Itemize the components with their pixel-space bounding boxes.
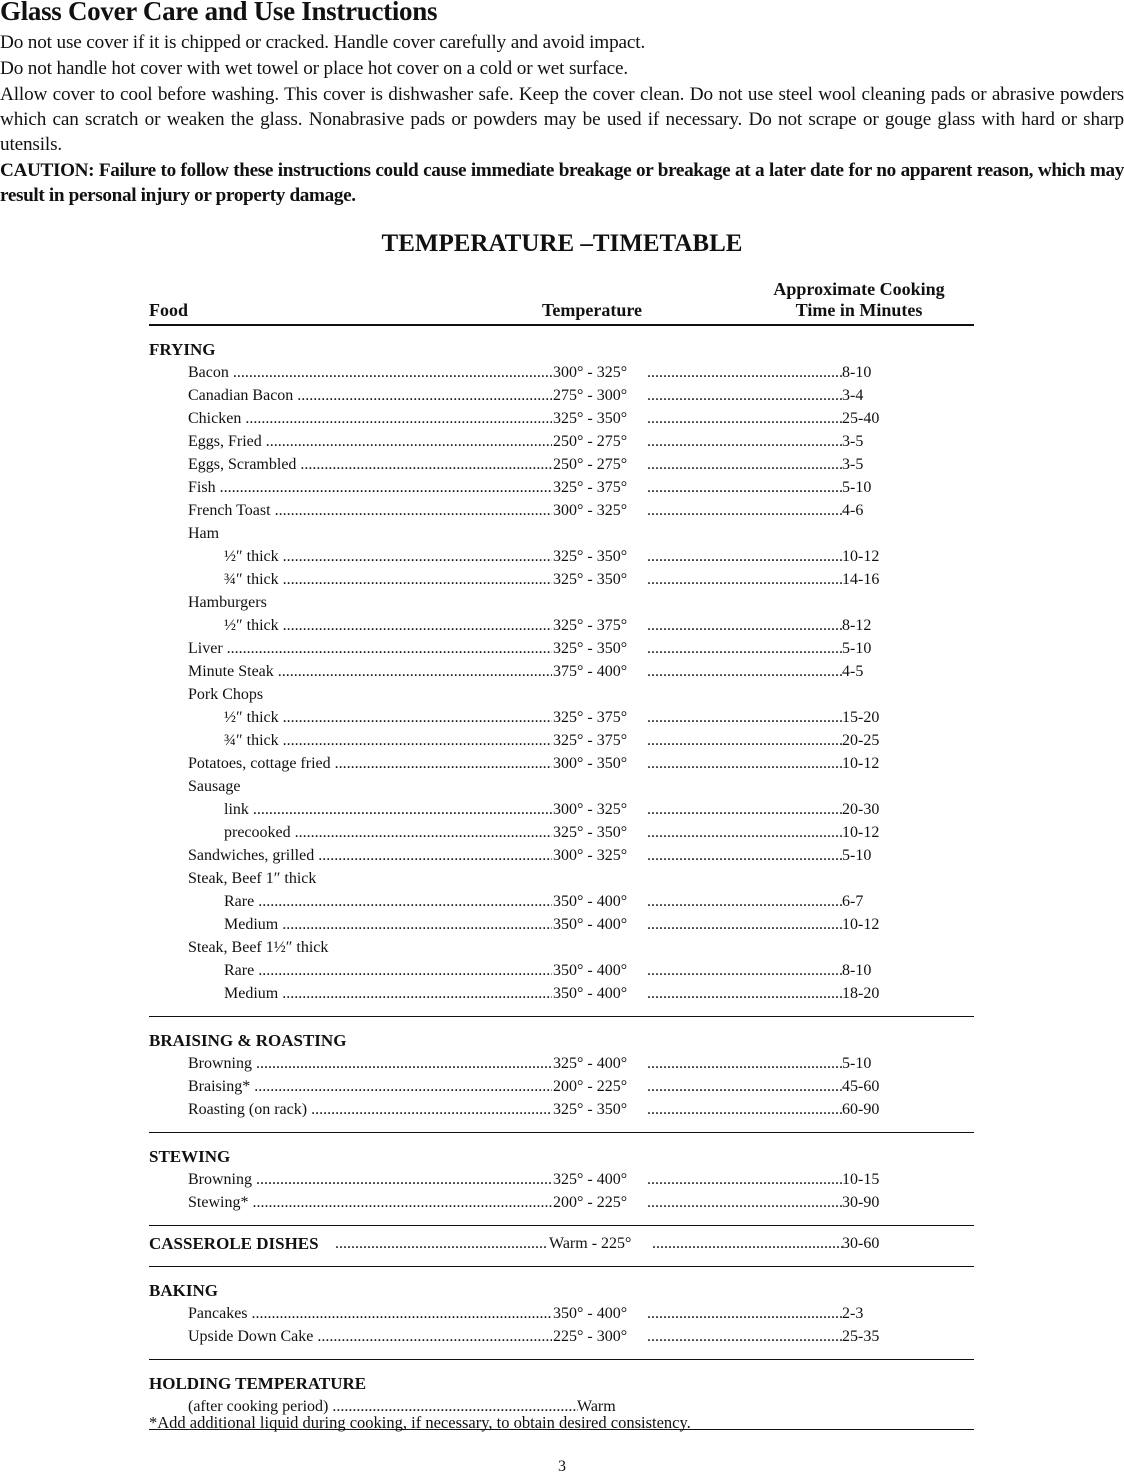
temperature-value: 325° - 350° <box>553 571 628 588</box>
time-value: 5-10 <box>842 1055 872 1072</box>
time-value: 10-15 <box>842 1171 880 1188</box>
temperature-value: 325° - 350° <box>553 1101 628 1118</box>
dot-leader <box>647 798 843 821</box>
food-name: Pork Chops <box>188 686 264 703</box>
table-row <box>149 1052 974 1075</box>
time-value: 8-10 <box>842 962 872 979</box>
dot-leader <box>647 959 843 982</box>
temperature-value: 325° - 350° <box>553 410 628 427</box>
table-row <box>149 1075 974 1098</box>
temperature-value: 325° - 375° <box>553 732 628 749</box>
food-name: Roasting (on rack) ..... <box>188 1098 552 1121</box>
table-row <box>149 453 974 476</box>
section-braising-roasting <box>149 1016 974 1132</box>
category-label: BRAISING & ROASTING <box>149 1031 347 1050</box>
time-value: 18-20 <box>842 985 880 1002</box>
food-name: Minute Steak ..... <box>188 660 552 683</box>
time-value: 14-16 <box>842 571 880 588</box>
temperature-value: 250° - 275° <box>553 456 628 473</box>
table-row <box>149 844 974 867</box>
food-name: Rare ..... <box>224 959 552 982</box>
food-name: Hamburgers <box>188 594 267 611</box>
temperature-value: 350° - 400° <box>553 985 628 1002</box>
temperature-value: 325° - 400° <box>553 1055 628 1072</box>
food-name: Potatoes, cottage fried ..... <box>188 752 552 775</box>
time-value: 5-10 <box>842 479 872 496</box>
food-name: Browning ..... <box>188 1168 552 1191</box>
temperature-value: 200° - 225° <box>553 1078 628 1095</box>
food-name: link ..... <box>224 798 552 821</box>
caution-warning: CAUTION: Failure to follow these instructions could cause immediate breakage or breakage at a later date for no apparent reason, which may result in personal injury or property damage. <box>0 160 1124 206</box>
food-name: Steak, Beef 1½″ thick <box>188 939 329 956</box>
table-row <box>149 361 974 384</box>
temperature-value: 325° - 375° <box>553 617 628 634</box>
section-baking <box>149 1266 974 1359</box>
table-row <box>149 890 974 913</box>
dot-leader <box>652 1232 843 1255</box>
table-row <box>149 1325 974 1348</box>
dot-leader <box>647 1075 843 1098</box>
section-casserole <box>149 1225 974 1266</box>
care-paragraph-1: Do not use cover if it is chipped or cracked. Handle cover carefully and avoid impact. <box>0 32 646 53</box>
table-row <box>149 476 974 499</box>
table-row <box>149 729 974 752</box>
table-row <box>149 1098 974 1121</box>
dot-leader <box>647 637 843 660</box>
dot-leader <box>647 453 843 476</box>
dot-leader <box>647 913 843 936</box>
table-row <box>149 867 974 890</box>
temperature-value: 300° - 325° <box>553 801 628 818</box>
table-row <box>149 1302 974 1325</box>
table-row <box>149 660 974 683</box>
temperature-value: 275° - 300° <box>553 387 628 404</box>
table-row <box>149 936 974 959</box>
food-name: Liver ..... <box>188 637 552 660</box>
header-food: Food <box>149 300 189 320</box>
temperature-value: 325° - 350° <box>553 640 628 657</box>
category-label: BAKING <box>149 1281 218 1300</box>
time-value: 6-7 <box>842 893 864 910</box>
temperature-value: 225° - 300° <box>553 1328 628 1345</box>
food-name: Medium ..... <box>224 982 552 1005</box>
table-row <box>149 568 974 591</box>
food-name: Braising* ..... <box>188 1075 552 1098</box>
temperature-value: 325° - 375° <box>553 479 628 496</box>
table-row <box>149 821 974 844</box>
table-row <box>149 591 974 614</box>
temperature-value: 325° - 400° <box>553 1171 628 1188</box>
section-stewing <box>149 1132 974 1225</box>
food-name: Medium ..... <box>224 913 552 936</box>
table-row <box>149 959 974 982</box>
time-value: 25-35 <box>842 1328 880 1345</box>
care-paragraph-2: Do not handle hot cover with wet towel or place hot cover on a cold or wet surface. <box>0 58 628 79</box>
dot-leader <box>647 752 843 775</box>
time-value: 10-12 <box>842 824 880 841</box>
category-label: STEWING <box>149 1147 231 1166</box>
food-name: ½″ thick ..... <box>224 706 552 729</box>
temperature-value: 350° - 400° <box>553 1305 628 1322</box>
time-value: 8-12 <box>842 617 872 634</box>
table-row <box>149 545 974 568</box>
time-value: 60-90 <box>842 1101 880 1118</box>
holding-value: Warm <box>577 1398 616 1415</box>
temperature-value: 200° - 225° <box>553 1194 628 1211</box>
time-value: 3-5 <box>842 433 864 450</box>
food-name: Pancakes ..... <box>188 1302 552 1325</box>
dot-leader <box>647 384 843 407</box>
time-value: 25-40 <box>842 410 880 427</box>
table-row <box>149 1191 974 1214</box>
category-label: CASSEROLE DISHES <box>149 1234 319 1253</box>
dot-leader <box>647 1302 843 1325</box>
table-row <box>149 752 974 775</box>
dot-leader <box>647 660 843 683</box>
table-row <box>149 614 974 637</box>
temperature-timetable <box>149 278 974 1430</box>
section-frying <box>149 338 974 1016</box>
dot-leader <box>647 614 843 637</box>
time-value: 30-60 <box>842 1235 880 1252</box>
temperature-value: Warm - 225° <box>549 1235 632 1252</box>
table-header <box>149 278 974 326</box>
dot-leader <box>335 1232 547 1255</box>
header-temperature: Temperature <box>542 300 642 320</box>
food-name: ½″ thick ..... <box>224 545 552 568</box>
dot-leader <box>647 706 843 729</box>
food-name: Stewing* ..... <box>188 1191 552 1214</box>
food-name: Rare ..... <box>224 890 552 913</box>
dot-leader <box>647 1168 843 1191</box>
table-row <box>149 683 974 706</box>
time-value: 5-10 <box>842 847 872 864</box>
dot-leader <box>647 430 843 453</box>
table-row <box>149 637 974 660</box>
food-name: Upside Down Cake ..... <box>188 1325 552 1348</box>
temperature-value: 350° - 400° <box>553 962 628 979</box>
time-value: 20-30 <box>842 801 880 818</box>
dot-leader <box>647 821 843 844</box>
table-row <box>149 430 974 453</box>
dot-leader <box>647 1191 843 1214</box>
category-label: HOLDING TEMPERATURE <box>149 1374 367 1393</box>
time-value: 30-90 <box>842 1194 880 1211</box>
food-name: Browning ..... <box>188 1052 552 1075</box>
food-name: Eggs, Fried ..... <box>188 430 552 453</box>
dot-leader <box>647 476 843 499</box>
time-value: 10-12 <box>842 755 880 772</box>
temperature-value: 250° - 275° <box>553 433 628 450</box>
table-row <box>149 1168 974 1191</box>
table-row <box>149 1232 974 1255</box>
temperature-value: 350° - 400° <box>553 893 628 910</box>
dot-leader <box>647 844 843 867</box>
food-name: Sandwiches, grilled ..... <box>188 844 552 867</box>
food-name: Sausage <box>188 778 241 795</box>
time-value: 2-3 <box>842 1305 864 1322</box>
footnote: *Add additional liquid during cooking, if necessary, to obtain desired consistency. <box>149 1413 691 1432</box>
time-value: 4-5 <box>842 663 864 680</box>
header-time-line2: Time in Minutes <box>795 300 923 320</box>
page-number: 3 <box>558 1458 566 1475</box>
food-name: Chicken ..... <box>188 407 552 430</box>
food-name: French Toast ..... <box>188 499 552 522</box>
table-row <box>149 706 974 729</box>
table-row <box>149 798 974 821</box>
table-row <box>149 384 974 407</box>
food-name: Bacon ..... <box>188 361 552 384</box>
time-value: 5-10 <box>842 640 872 657</box>
dot-leader <box>647 499 843 522</box>
time-value: 20-25 <box>842 732 880 749</box>
timetable-title: TEMPERATURE –TIMETABLE <box>381 230 743 257</box>
food-name: ¾″ thick ..... <box>224 568 552 591</box>
time-value: 45-60 <box>842 1078 880 1095</box>
food-name: ½″ thick ..... <box>224 614 552 637</box>
temperature-value: 350° - 400° <box>553 916 628 933</box>
temperature-value: 300° - 325° <box>553 364 628 381</box>
food-name: Eggs, Scrambled ..... <box>188 453 552 476</box>
dot-leader <box>647 1098 843 1121</box>
food-name: Steak, Beef 1″ thick <box>188 870 317 887</box>
table-row <box>149 913 974 936</box>
care-title: Glass Cover Care and Use Instructions <box>0 0 438 26</box>
temperature-value: 325° - 350° <box>553 824 628 841</box>
table-row <box>149 982 974 1005</box>
time-value: 4-6 <box>842 502 864 519</box>
time-value: 10-12 <box>842 916 880 933</box>
temperature-value: 300° - 325° <box>553 502 628 519</box>
time-value: 15-20 <box>842 709 880 726</box>
table-row <box>149 522 974 545</box>
temperature-value: 300° - 350° <box>553 755 628 772</box>
dot-leader <box>647 1325 843 1348</box>
care-paragraph-3: Allow cover to cool before washing. This cover is dishwasher safe. Keep the cover clean. Do not use steel wool cleaning pads or abrasive powders which can scratch or weaken the glass. Nonabrasive pads or powders may be used if necessary. Do not scrape or gouge glass with hard or sharp utensils. <box>0 84 1124 155</box>
header-time-line1: Approximate Cooking <box>773 279 945 299</box>
dot-leader <box>647 568 843 591</box>
table-row <box>149 775 974 798</box>
food-name: Canadian Bacon ..... <box>188 384 552 407</box>
dot-leader <box>647 361 843 384</box>
dot-leader <box>647 729 843 752</box>
dot-leader <box>647 982 843 1005</box>
table-row <box>149 499 974 522</box>
food-name: Fish ..... <box>188 476 552 499</box>
food-name: Ham <box>188 525 220 542</box>
dot-leader <box>647 545 843 568</box>
dot-leader <box>647 890 843 913</box>
temperature-value: 325° - 375° <box>553 709 628 726</box>
time-value: 8-10 <box>842 364 872 381</box>
temperature-value: 375° - 400° <box>553 663 628 680</box>
food-name: (after cooking period) ..... <box>188 1395 578 1418</box>
time-value: 10-12 <box>842 548 880 565</box>
temperature-value: 325° - 350° <box>553 548 628 565</box>
dot-leader <box>647 1052 843 1075</box>
dot-leader <box>647 407 843 430</box>
food-name: ¾″ thick ..... <box>224 729 552 752</box>
category-label: FRYING <box>149 340 216 359</box>
table-row <box>149 407 974 430</box>
header-time <box>739 279 979 321</box>
temperature-value: 300° - 325° <box>553 847 628 864</box>
time-value: 3-4 <box>842 387 864 404</box>
time-value: 3-5 <box>842 456 864 473</box>
food-name: precooked ..... <box>224 821 552 844</box>
